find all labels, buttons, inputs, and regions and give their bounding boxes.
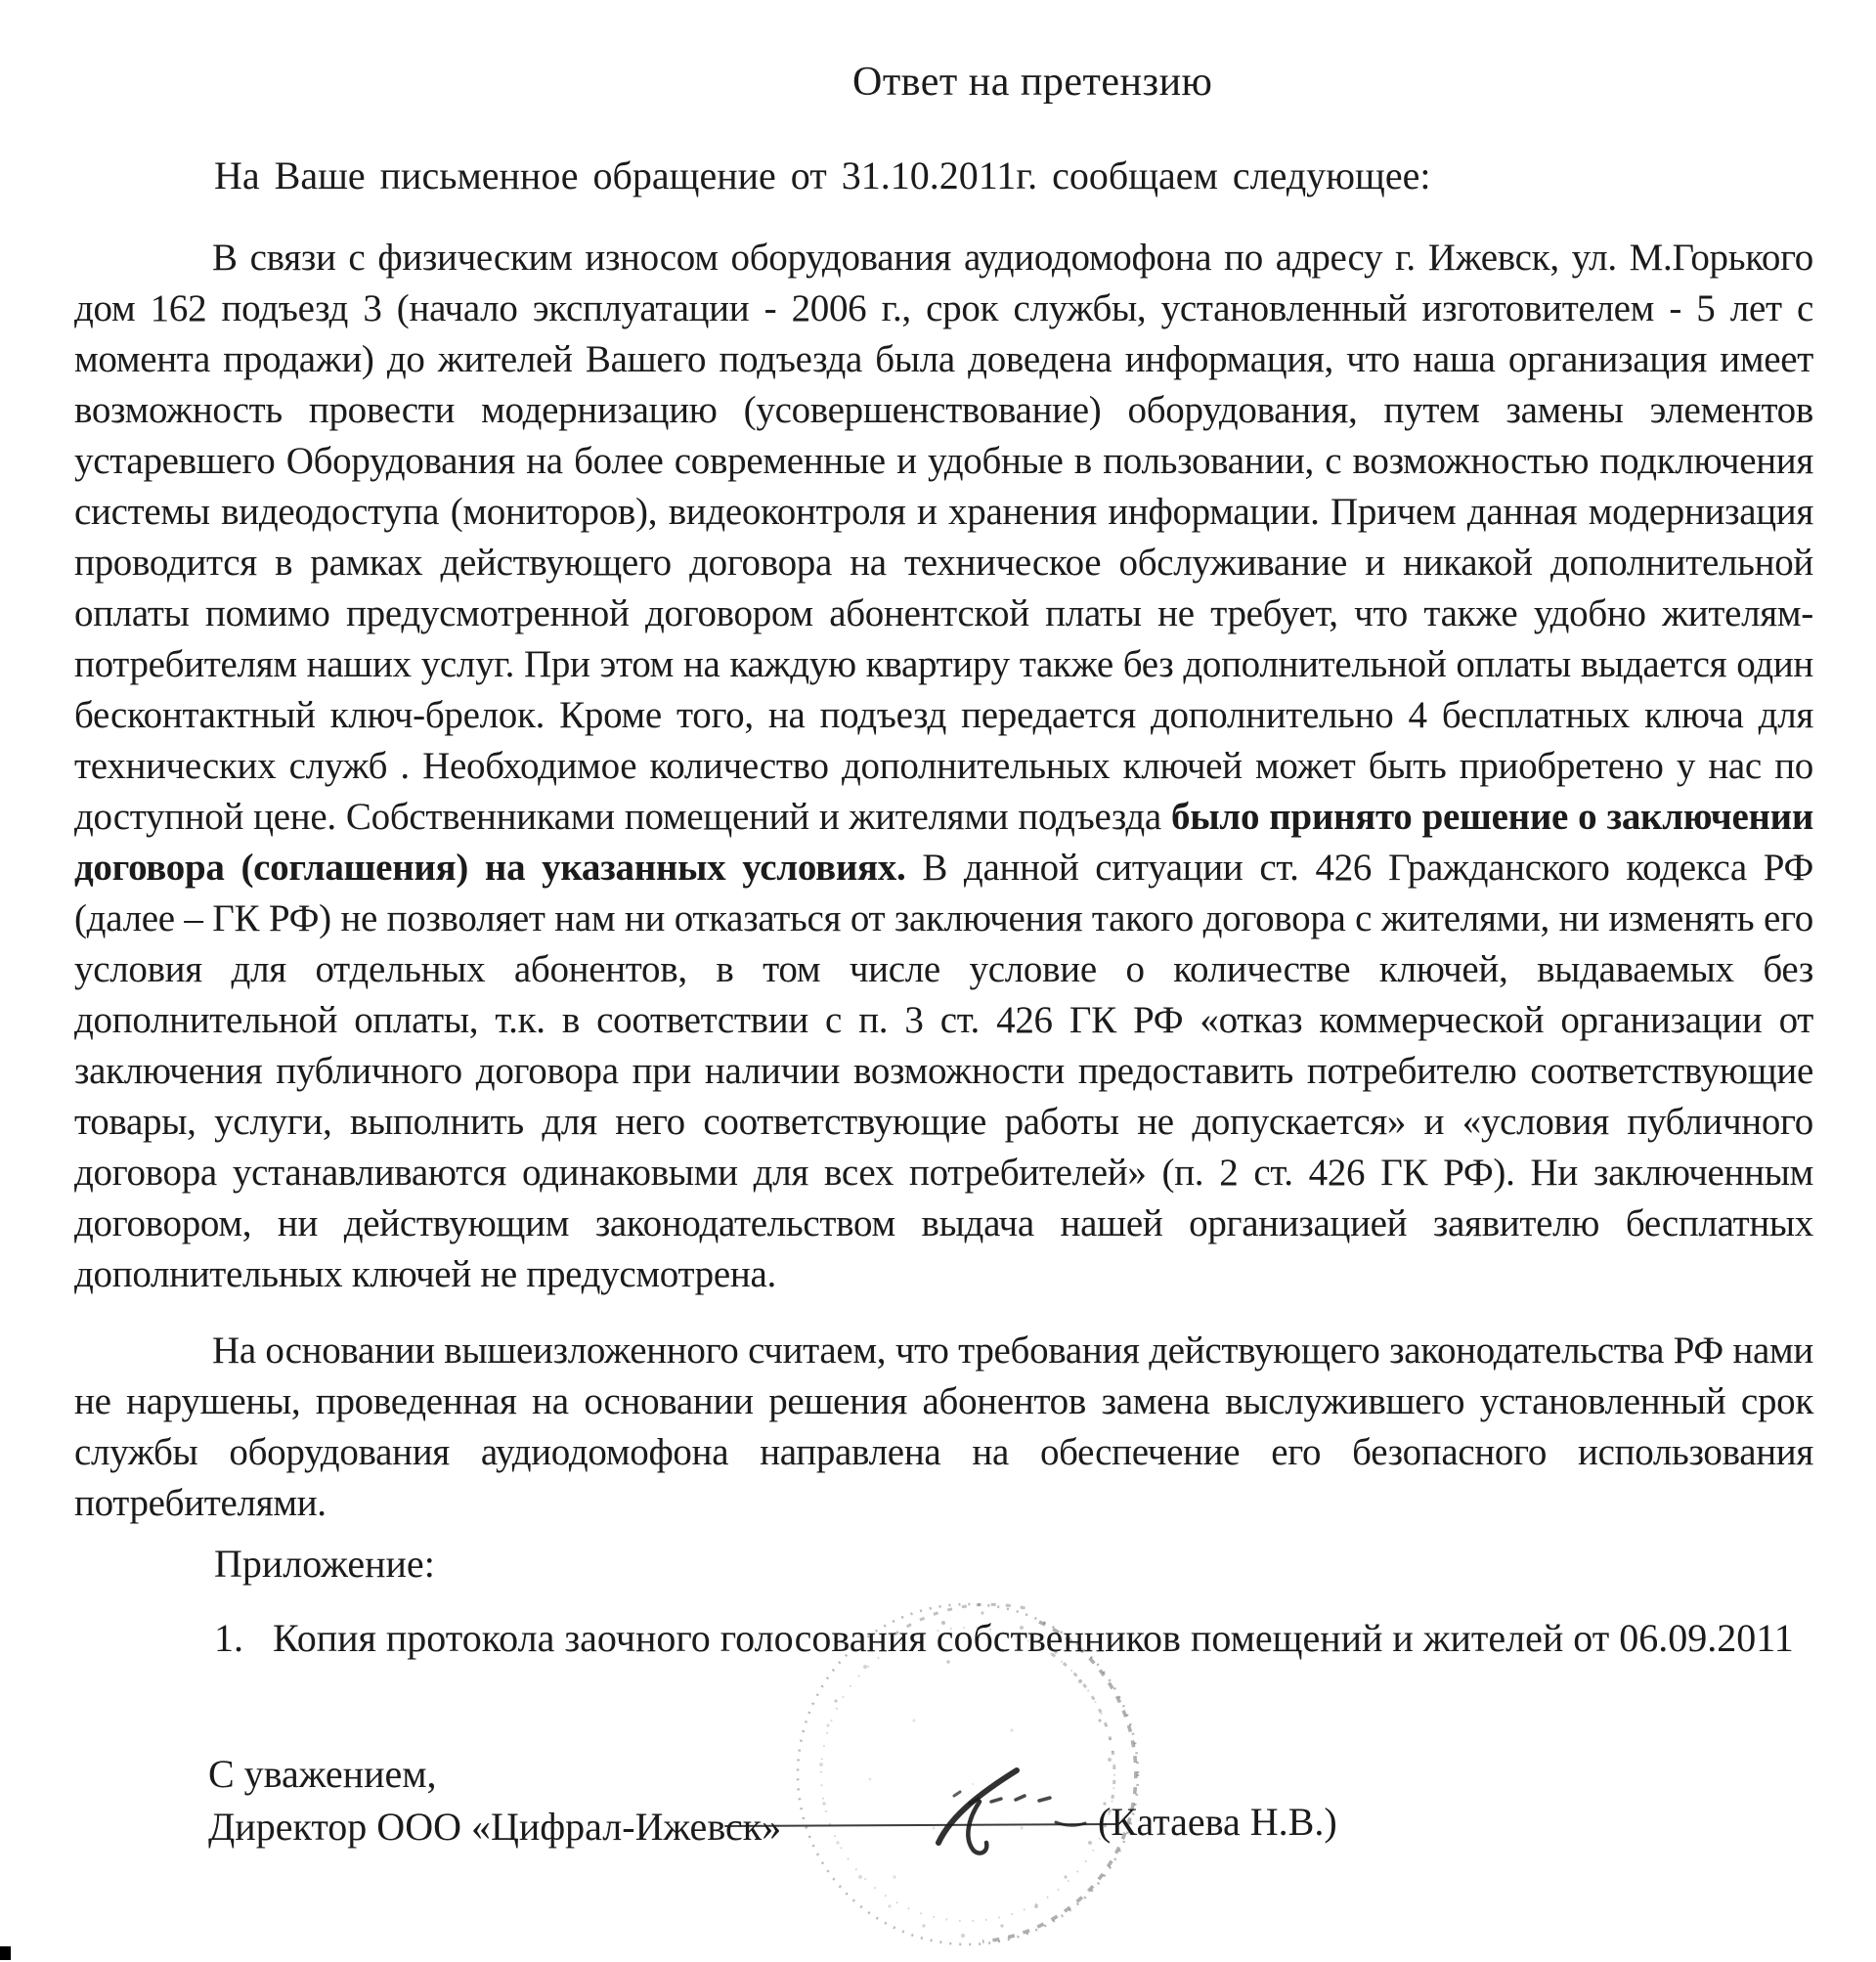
closing-salutation: С уважением, [208,1752,437,1796]
signer-name: (Катаева Н.В.) [1098,1800,1337,1844]
corner-scan-artifact [0,1946,11,1960]
attachment-heading: Приложение: [214,1542,435,1586]
attachment-item-number: 1. [214,1616,243,1660]
document-title: Ответ на претензию [852,60,1213,105]
conclusion-paragraph: На основании вышеизложенного считаем, что требования действующего законодательства РФ нами не нарушены, проведенная на основании решения абонентов замена выслужившего установленный срок службы оборудования аудиодомофона направлена на обеспечение его безопасного использования потребителями. [74,1330,1813,1524]
signer-title: Директор ООО «Цифрал-Ижевск» [208,1805,782,1849]
body-paragraph [74,233,1813,1300]
closing-block [208,1748,781,1853]
body-paragraph-bold-segment: было принято решение о заключении договора (соглашения) на указанных условиях. [74,796,1814,889]
intro-line: На Ваше письменное обращение от 31.10.2011г. сообщаем следующее: [214,153,1431,197]
body-paragraph-post-bold: В данной ситуации ст. 426 Гражданского кодекса РФ (далее – ГК РФ) не позволяет нам ни отказаться от заключения такого договора с жителями, ни изменять его условия для отдельных абонентов, в том числе условие о количестве ключей, выдаваемых без дополнительной оплаты, т.к. в соответствии с п. 3 ст. 426 ГК РФ «отказ коммерческой организации от заключения публичного договора при наличии возможности предоставить потребителю соответствующие товары, услуги, выполнить для него соответствующие работы не допускается» и «условия публичного договора устанавливаются одинаковыми для всех потребителей» (п. 2 ст. 426 ГК РФ). Ни заключенным договором, ни действующим законодательством выдача нашей организацией заявителю бесплатных дополнительных ключей не предусмотрена. [74,847,1813,1295]
attachment-item [214,1615,1817,1661]
attachment-item-text: Копия протокола заочного голосования собственников помещений и жителей от 06.09.2011 [273,1616,1794,1660]
body-paragraph-pre-bold: В связи с физическим износом оборудования аудиодомофона по адресу г. Ижевск, ул. М.Горького дом 162 подъезд 3 (начало эксплуатации - 2006 г., срок службы, установленный изготовителем - 5 лет с момента продажи) до жителей Вашего подъезда была доведена информация, что наша организация имеет возможность провести модернизацию (усовершенствование) оборудования, путем замены элементов устаревшего Оборудования на более современные и удобные в пользовании, с возможностью подключения системы видеодоступа (мониторов), видеоконтроля и хранения информации. Причем данная модернизация проводится в рамках действующего договора на техническое обслуживание и никакой дополнительной оплаты помимо предусмотренной договором абонентской платы не требует, что также удобно жителям-потребителям наших услуг. При этом на каждую квартиру также без дополнительной оплаты выдается один бесконтактный ключ-брелок. Кроме того, на подъезд передается дополнительно 4 бесплатных ключа для технических служб . Необходимое количество дополнительных ключей может быть приобретено у нас по доступной цене. Собственниками помещений и жителями подъезда [74,237,1813,838]
signature [723,1755,1134,1862]
